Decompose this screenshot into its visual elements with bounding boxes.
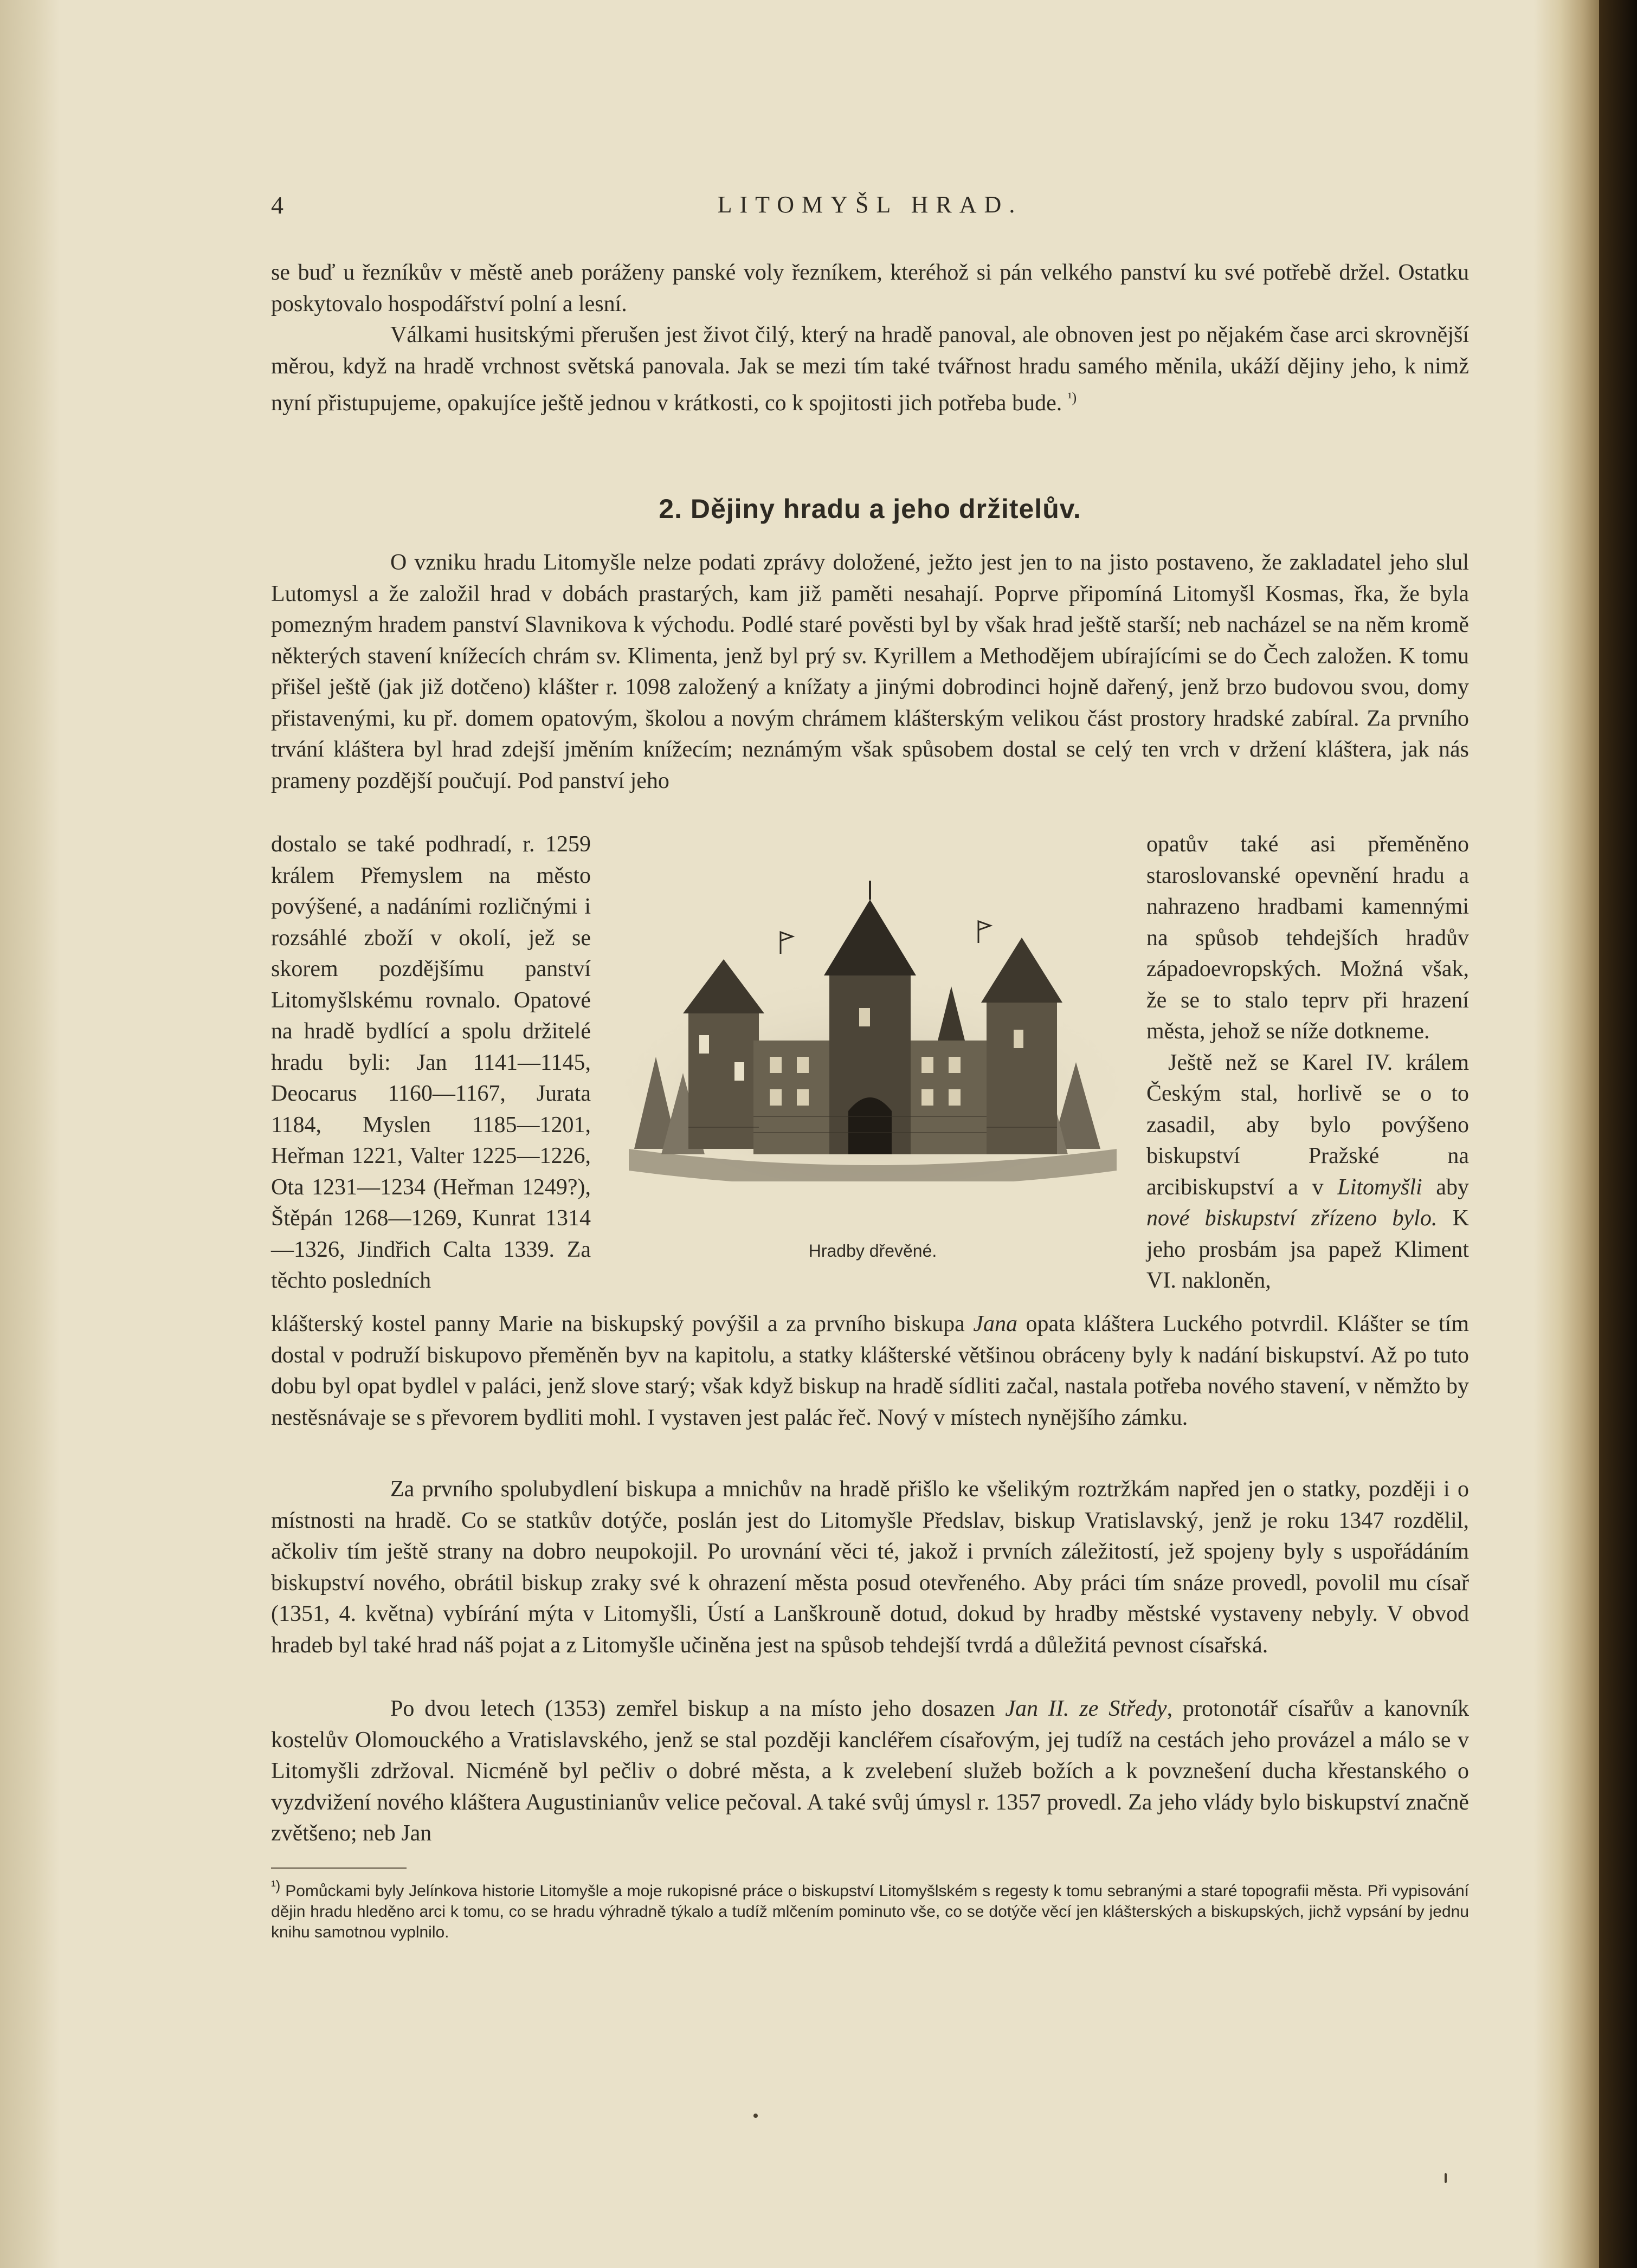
paragraph-origin: O vzniku hradu Litomyšle nelze podati zprávy doložené, ježto jest jen to na jisto postaveno, že zakladatel jeho slul Lutomysl a že založil hrad v dobách prastarých, kam již paměti nesahají. Poprve připomíná Litomyšl Kosmas, řka, že byla pomezným hradem panství Slavnikova k východu. Podlé staré pověsti byl by však hrad ještě starší; neb nacházel se na něm kromě některých stavení knížecích chrám sv. Klimenta, jenž byl prý sv. Kyrillem a Methodějem ubírajícími se do Čech založen. K tomu přišel ještě (jak již dotčeno) klášter r. 1098 založený a knížaty a jinými dobrodinci hojně dařený, jenž brzo budovou svou, domy přistavenými, ku př. domem opatovým, školou a novým chrámem klášterským velikou část prostory hradské zabíral. Za prvního trvání kláštera byl hrad zdejší jměním knížecím; neznámým však spůsobem dostal se celý ten vrch v držení kláštera, jak nás prameny pozdější poučují. Pod panství jeho	[271, 550, 1469, 793]
figure-caption: Hradby dřevěné.	[808, 1241, 937, 1261]
footnote-mark: ¹)	[271, 1877, 281, 1894]
paragraph-jan-ii	[271, 1694, 1469, 1850]
right-column-para-b-1: Ještě než se Karel IV. králem Českým stal, horlivě se o to zasadil, aby bylo povýšeno biskupství Pražské na arcibiskupství a v	[1146, 1050, 1469, 1200]
running-title: LITOMYŠL HRAD.	[717, 191, 1023, 218]
page-header	[271, 191, 1469, 223]
italic-run: Jana	[973, 1311, 1017, 1336]
wooden-fortifications-engraving	[618, 878, 1127, 1181]
right-column-para-b-3: K jeho prosbám jsa papež Kliment VI. nakloněn,	[1146, 1206, 1469, 1293]
footnote-reference: ¹)	[1067, 390, 1077, 405]
paragraph-husite-wars	[271, 320, 1469, 419]
text-run: Po dvou letech (1353) zemřel biskup a na místo jeho dosazen	[390, 1696, 1006, 1721]
section-heading: 2. Dějiny hradu a jeho držitelův.	[659, 494, 1081, 524]
right-column-para-b-2: aby	[1422, 1174, 1469, 1200]
right-column-italic-2: nové biskupství zřízeno bylo.	[1146, 1206, 1438, 1231]
paragraph-first-bishop: Za prvního spolubydlení biskupa a mnichův na hradě přišlo ke všelikým roztržkám napřed jen o statky, později i o místnosti na hradě. Co se statkův dotýče, poslán jest do Litomyšle Předslav, biskup Vratislavský, jenž je roku 1347 rozdělil, ačkoliv tím ještě strany na dobro neupokojil. Po urovnání věci té, jakož i prvních záležitostí, jež spojeny byly s uspořádáním biskupství nového, obrátil biskup zraky své k ohrazení města posud otevřeného. Aby práci tím snáze provedl, povolil mu císař (1351, 4. května) vybírání mýta v Litomyšli, Ústí a Lanškrouně dotud, dokud by hradby městské vystaveny nebyly. V obvod hradeb byl také hrad náš pojat a z Litomyšle učiněna jest na spůsob tehdejší tvrdá a důležitá pevnost císařská.	[271, 1477, 1469, 1658]
footnote-text: Pomůckami byly Jelínkova historie Litomyšle a moje rukopisné práce o biskupství Litomyšlském s regesty k tomu sebranými a staré topografii města. Při vypisování dějin hradu hleděno arci k tomu, co se hradu výhradně týkalo a tudíž mlčením pominuto vše, co se dotýče věcí jen klášterských a biskupských, jichž vypsání by jednu knihu samotnou vyplnilo.	[271, 1882, 1469, 1941]
right-column-italic-1: Litomyšli	[1337, 1174, 1422, 1200]
paper-speck	[753, 2114, 758, 2118]
right-column-para-a: opatův také asi přeměněno staroslovanské opevnění hradu a nahrazeno hradbami kamennými na spůsob tehdejších hradův západoevropských. Možná však, že se to stalo teprv při hrazení města, jehož se níže dotkneme.	[1146, 832, 1469, 1044]
castle-illustration	[618, 878, 1127, 1261]
footnote-divider	[271, 1868, 407, 1869]
page-number: 4	[271, 191, 283, 219]
footnote	[271, 1875, 1469, 1943]
italic-run: Jan II. ze Středy	[1005, 1696, 1167, 1721]
text-run: opata kláštera Luckého potvrdil. Klášter se tím dostal v podruží biskupovo přeměněn byv na kapitolu, a statky klášterské většinou obráceny byly k nadání biskupství. Až po tuto dobu byl opat bydlel v paláci, jenž slove starý; však když biskup na hradě sídliti začal, nastala potřeba nového stavení, v němžto by nestěsnávaje se s převorem bydliti mohl. I vystaven jest palác řeč. Nový v místech nynějšího zámku.	[271, 1311, 1469, 1430]
text-run: klášterský kostel panny Marie na biskupský povýšil a za prvního biskupa	[271, 1311, 974, 1336]
text-run: , protonotář císařův a kanovník kostelův Olomouckého a Vratislavského, jenž se stal později kancléřem císařovým, jej tudíž na cestách jeho provázel a málo se v Litomyšli zdržoval. Nicméně byl pečliv o dobré města, a k zvelebení služeb božích a k povznešení ducha křestanského o vyzdvižení nového kláštera Augustinianův velice pečoval. A také svůj úmysl r. 1357 provedl. Za jeho vlády bylo biskupství značně zvětšeno; neb Jan	[271, 1696, 1469, 1846]
paragraph-bishopric	[271, 1309, 1469, 1433]
paragraph-continuation: se buď u řezníkův v městě aneb poráženy panské voly řezníkem, kteréhož si pán velkého panství ku své potřebě držel. Ostatku poskytovalo hospodářství polní a lesní.	[271, 260, 1469, 316]
paragraph-text: Válkami husitskými přerušen jest život čilý, který na hradě panoval, ale obnoven jest po nějakém čase arci skrovnější měrou, když na hradě vrchnost světská panovala. Jak se mezi tím také tvářnost hradu samého měnila, ukáží dějiny jeho, k nimž nyní přistupujeme, opakujíce ještě jednou v krátkosti, co k spojitosti jich potřeba bude.	[271, 322, 1469, 416]
paper-speck	[1445, 2173, 1447, 2183]
left-column-text: dostalo se také podhradí, r. 1259 králem Přemyslem na město povýšené, a nadáními rozličnými i rozsáhlé zboží v okolí, jež se skorem pozdějšímu panství Litomyšlskému rovnalo. Opatové na hradě bydlící a spolu držitelé hradu byli: Jan 1141—1145, Deocarus 1160—1167, Jurata 1184, Myslen 1185—1201, Heřman 1221, Valter 1225—1226, Ota 1231—1234 (Heřman 1249?), Štěpán 1268—1269, Kunrat 1314—1326, Jindřich Calta 1339. Za těchto posledních	[271, 832, 591, 1293]
right-column-text	[1146, 829, 1469, 1297]
